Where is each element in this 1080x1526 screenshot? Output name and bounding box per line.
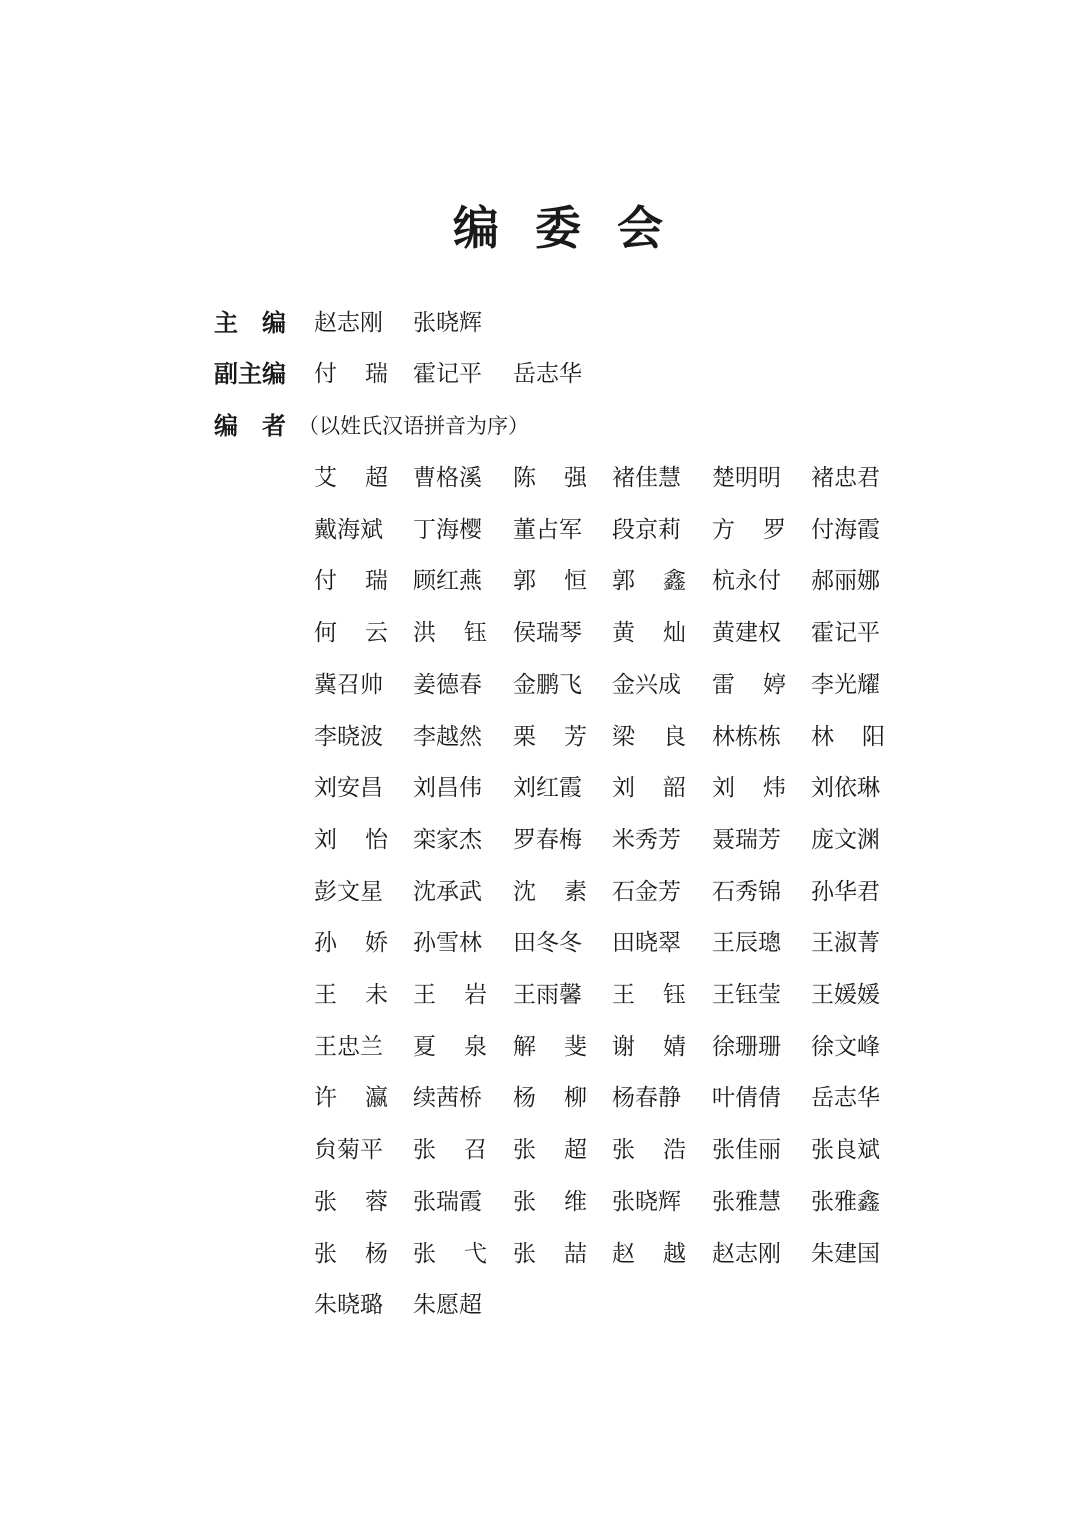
editor-name: 谢 婧 — [612, 1034, 686, 1060]
editor-name: 田晓翠 — [612, 930, 681, 956]
editor-name: 续茜桥 — [413, 1085, 482, 1111]
editor-name: 朱愿超 — [413, 1292, 482, 1318]
editor-name: 褚忠君 — [811, 465, 880, 491]
editor-name: 何 云 — [314, 620, 388, 646]
editor-name: 栗 芳 — [513, 724, 587, 750]
editors-label — [214, 411, 286, 441]
chief-editor-name: 张晓辉 — [413, 310, 482, 336]
editor-name: 林栋栋 — [712, 724, 781, 750]
editor-name: 冀召帅 — [314, 672, 383, 698]
editor-name: 黄建权 — [712, 620, 781, 646]
editor-name: 赵 越 — [612, 1241, 686, 1267]
editor-name: 李越然 — [413, 724, 482, 750]
editor-name: 杨春静 — [612, 1085, 681, 1111]
editor-name: 聂瑞芳 — [712, 827, 781, 853]
editor-name: 张瑞霞 — [413, 1189, 482, 1215]
editor-name: 刘依琳 — [811, 775, 880, 801]
editor-name: 郭 恒 — [513, 568, 587, 594]
editor-name: 栾家杰 — [413, 827, 482, 853]
deputy-chief-editor-name: 付 瑞 — [314, 361, 388, 387]
editor-name: 刘安昌 — [314, 775, 383, 801]
editor-name: 褚佳慧 — [612, 465, 681, 491]
editor-name: 顾红燕 — [413, 568, 482, 594]
editor-name: 洪 钰 — [413, 620, 487, 646]
editor-name: 岳志华 — [811, 1085, 880, 1111]
editor-name: 王 岩 — [413, 982, 487, 1008]
editor-name: 侯瑞琴 — [513, 620, 582, 646]
editor-name: 王辰璁 — [712, 930, 781, 956]
editor-name: 王 未 — [314, 982, 388, 1008]
editor-name: 王淑菁 — [811, 930, 880, 956]
editor-name: 孙华君 — [811, 879, 880, 905]
editor-name: 刘 韶 — [612, 775, 686, 801]
page-title: 编委会 — [453, 201, 699, 255]
editor-name: 田冬冬 — [513, 930, 582, 956]
editor-name: 朱晓璐 — [314, 1292, 383, 1318]
editor-name: 张 杨 — [314, 1241, 388, 1267]
editor-name: 霍记平 — [811, 620, 880, 646]
editor-name: 王钰莹 — [712, 982, 781, 1008]
editor-name: 刘 炜 — [712, 775, 786, 801]
editor-name: 张 召 — [413, 1137, 487, 1163]
editor-name: 徐珊珊 — [712, 1034, 781, 1060]
editor-name: 叶倩倩 — [712, 1085, 781, 1111]
editor-name: 彭文星 — [314, 879, 383, 905]
editor-name: 楚明明 — [712, 465, 781, 491]
editor-name: 王雨馨 — [513, 982, 582, 1008]
editor-name: 刘昌伟 — [413, 775, 482, 801]
editor-name: 石金芳 — [612, 879, 681, 905]
editor-name: 李光耀 — [811, 672, 880, 698]
editor-name: 李晓波 — [314, 724, 383, 750]
editor-name: 张 浩 — [612, 1137, 686, 1163]
editor-name: 付海霞 — [811, 517, 880, 543]
editor-name: 沈承武 — [413, 879, 482, 905]
editor-name: 解 斐 — [513, 1034, 587, 1060]
editor-name: 张雅鑫 — [811, 1189, 880, 1215]
editor-name: 郭 鑫 — [612, 568, 686, 594]
editor-name: 朱建国 — [811, 1241, 880, 1267]
editor-name: 林 阳 — [811, 724, 885, 750]
editor-name: 石秀锦 — [712, 879, 781, 905]
deputy-chief-editor-name: 岳志华 — [513, 361, 582, 387]
chief-editor-label — [214, 308, 286, 338]
chief-editor-name: 赵志刚 — [314, 310, 383, 336]
editor-name: 张 蓉 — [314, 1189, 388, 1215]
editor-name: 孙雪林 — [413, 930, 482, 956]
editor-name: 许 瀛 — [314, 1085, 388, 1111]
editor-name: 张佳丽 — [712, 1137, 781, 1163]
editor-name: 雷 婷 — [712, 672, 786, 698]
editor-name: 孙 娇 — [314, 930, 388, 956]
editors-label-char: 者 — [262, 412, 286, 440]
editor-name: 贠菊平 — [314, 1137, 383, 1163]
editor-name: 张 维 — [513, 1189, 587, 1215]
editor-name: 罗春梅 — [513, 827, 582, 853]
editor-name: 曹格溪 — [413, 465, 482, 491]
editor-name: 金鹏飞 — [513, 672, 582, 698]
editor-name: 黄 灿 — [612, 620, 686, 646]
chief-editor-label-char: 主 — [214, 309, 238, 337]
editor-name: 米秀芳 — [612, 827, 681, 853]
deputy-chief-editor-label: 副主编 — [214, 360, 286, 388]
editor-name: 刘红霞 — [513, 775, 582, 801]
editor-name: 艾 超 — [314, 465, 388, 491]
deputy-chief-editor-name: 霍记平 — [413, 361, 482, 387]
editor-name: 沈 素 — [513, 879, 587, 905]
editor-name: 梁 良 — [612, 724, 686, 750]
editor-name: 董占军 — [513, 517, 582, 543]
editor-name: 杭永付 — [712, 568, 781, 594]
editor-name: 张雅慧 — [712, 1189, 781, 1215]
editor-name: 刘 怡 — [314, 827, 388, 853]
editor-name: 赵志刚 — [712, 1241, 781, 1267]
editor-name: 陈 强 — [513, 465, 587, 491]
editor-name: 方 罗 — [712, 517, 786, 543]
editor-name: 张晓辉 — [612, 1189, 681, 1215]
editor-name: 张 超 — [513, 1137, 587, 1163]
editor-name: 王忠兰 — [314, 1034, 383, 1060]
editor-name: 张 弋 — [413, 1241, 487, 1267]
editor-name: 王 钰 — [612, 982, 686, 1008]
editor-name: 戴海斌 — [314, 517, 383, 543]
editor-name: 王媛媛 — [811, 982, 880, 1008]
editor-name: 段京莉 — [612, 517, 681, 543]
editor-name: 徐文峰 — [811, 1034, 880, 1060]
editor-name: 夏 泉 — [413, 1034, 487, 1060]
editors-order-note: （以姓氏汉语拼音为序） — [298, 414, 529, 438]
editor-name: 张 喆 — [513, 1241, 587, 1267]
editor-name: 庞文渊 — [811, 827, 880, 853]
editor-name: 金兴成 — [612, 672, 681, 698]
chief-editor-label-char: 编 — [262, 309, 286, 337]
editor-name: 张良斌 — [811, 1137, 880, 1163]
editor-name: 杨 柳 — [513, 1085, 587, 1111]
editor-name: 郝丽娜 — [811, 568, 880, 594]
editors-label-char: 编 — [214, 412, 238, 440]
editor-name: 付 瑞 — [314, 568, 388, 594]
editor-name: 丁海樱 — [413, 517, 482, 543]
editor-name: 姜德春 — [413, 672, 482, 698]
